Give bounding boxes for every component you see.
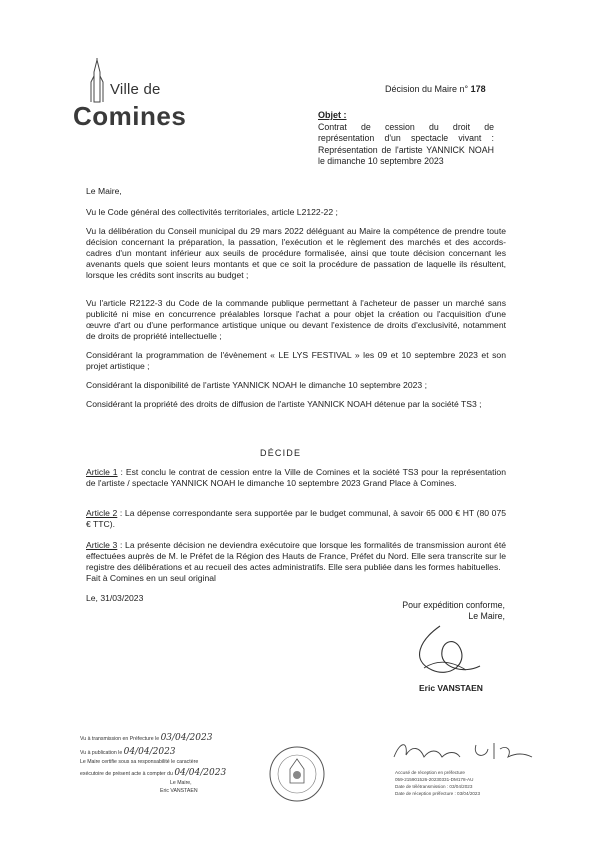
- objet-text: Contrat de cession du droit de représentation d'un spectacle vivant : Représentation de l'artiste YANNICK NOAH le dimanche 10 septembre 2023: [318, 122, 494, 166]
- logo-line1: Ville de: [110, 81, 161, 98]
- publication-handwriting-icon: [390, 735, 540, 765]
- transmission-notes: Vu à transmission en Préfecture le 03/04/2023 Vu à publication le 04/04/2023 Le Maire certifie sous sa responsabilité le caractère exécutoire de présent acte à compter du 04/04/2023 Le Maire, Eric VANSTAEN: [80, 733, 227, 795]
- signature-date: Le, 31/03/2023: [86, 593, 144, 603]
- article-1: Article 1 : Est conclu le contrat de cession entre la Ville de Comines et la société TS3 pour la représentation de l'artiste / spectacle YANNICK NOAH le dimanche 10 septembre 2023 Grand Place à Comines.: [86, 467, 506, 488]
- paragraph-vu-deliberation: Vu la délibération du Conseil municipal du 29 mars 2022 déléguant au Maire la compétence de prendre toute décision concernant la préparation, la passation, l'exécution et le règlement des marchés et des accords-cadres d'un montant inférieur aux seuils de procédure formalisée, ainsi que toute décision concernant les avenants quels que soient leurs montants et que ce soit la procédure de passation de laquelle ils résultent, lorsque les crédits sont inscrits au budget ;: [86, 226, 506, 280]
- article-3: Article 3 : La présente décision ne deviendra exécutoire que lorsque les formalités de transmission auront été effectuées auprès de M. le Préfet de la Région des Hauts de France, Préfet du Nord. Elle sera transcrite sur le registre des délibérations et au recueil des actes administratifs. Elle sera publiée dans les formes habituelles.: [86, 540, 506, 572]
- prefecture-receipt: Accusé de réception en préfecture 059-215901526-20230331-DM178-AU Date de télétransmission : 03/04/2023 Date de réception préfecture : 03/04/2023: [395, 770, 481, 796]
- objet-title: Objet :: [318, 110, 347, 120]
- article-2: Article 2 : La dépense correspondante sera supportée par le budget communal, à savoir 65 000 € HT (80 075 € TTC).: [86, 508, 507, 529]
- handwritten-signature-icon: [380, 620, 500, 680]
- decision-number: Décision du Maire n° 178: [385, 84, 486, 94]
- bell-tower-logo-icon: [86, 58, 108, 104]
- paragraph-considerant-2: Considérant la disponibilité de l'artiste YANNICK NOAH le dimanche 10 septembre 2023 ;: [86, 380, 427, 390]
- paragraph-considerant-3: Considérant la propriété des droits de diffusion de l'artiste YANNICK NOAH détenue par la société TS3 ;: [86, 399, 482, 409]
- signer-block: Pour expédition conforme, Le Maire,: [402, 600, 505, 622]
- fait-a: Fait à Comines en un seul original: [86, 573, 216, 583]
- logo-line2: Comines: [73, 101, 187, 131]
- paragraph-vu-cgct: Vu le Code général des collectivités territoriales, article L2122-22 ;: [86, 207, 338, 217]
- signer-name: Eric VANSTAEN: [419, 683, 483, 693]
- paragraph-vu-article: Vu l'article R2122-3 du Code de la commande publique permettant à l'acheteur de passer un marché sans publicité ni mise en concurrence préalables lorsque l'achat a pour objet la création ou l'acquisition d'une œuvre d'art ou d'une performance artistique unique ou devant l'existence de droits d'exclusivité, notamment de droits de propriété intellectuelle ;: [86, 298, 506, 341]
- decide-heading: DÉCIDE: [260, 448, 302, 458]
- intro: Le Maire,: [86, 186, 122, 196]
- paragraph-considerant-1: Considérant la programmation de l'évènement « LE LYS FESTIVAL » les 09 et 10 septembre 2023 et son projet artistique ;: [86, 350, 506, 371]
- official-stamp-icon: [268, 745, 326, 803]
